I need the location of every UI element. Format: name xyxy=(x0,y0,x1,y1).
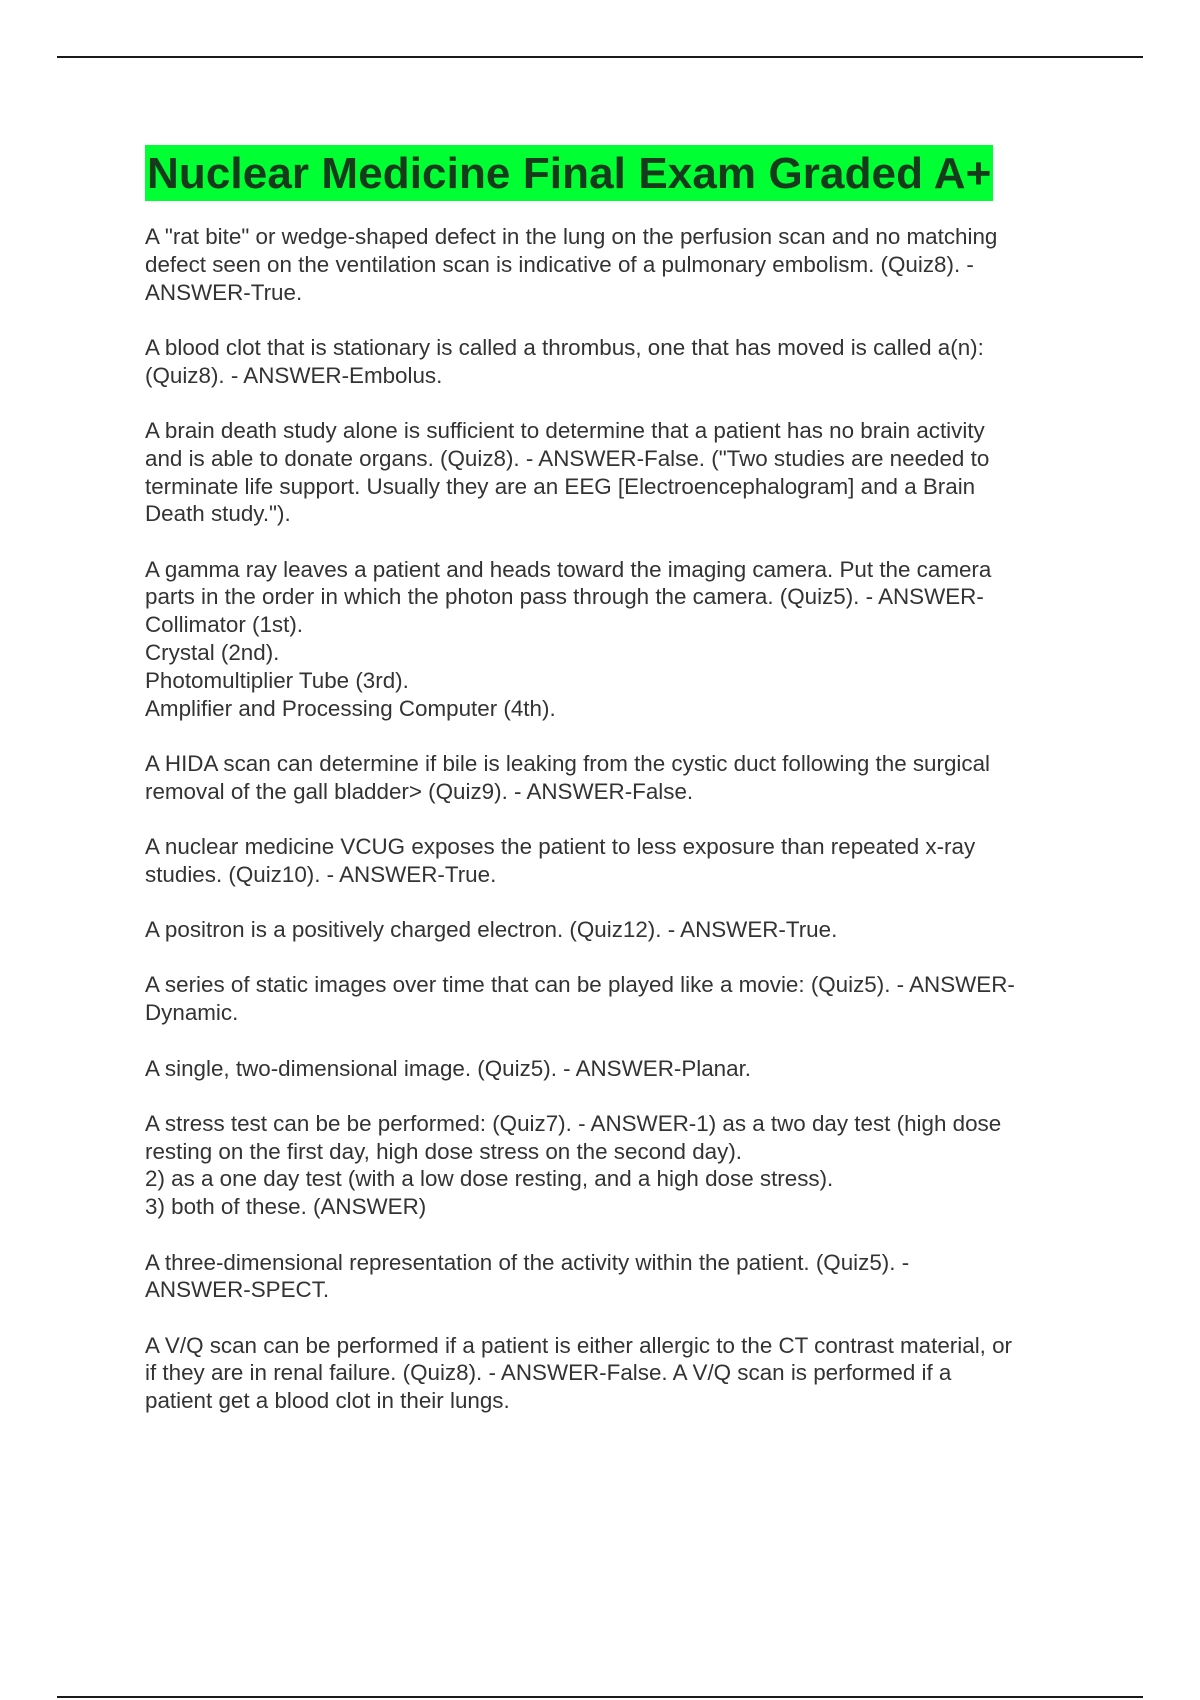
text-line: removal of the gall bladder> (Quiz9). - ANSWER-False. xyxy=(145,778,694,804)
text-line: if they are in renal failure. (Quiz8). - ANSWER-False. A V/Q scan is performed if a xyxy=(145,1360,952,1386)
question-answer-list xyxy=(145,223,1091,1415)
text-line: ANSWER-SPECT. xyxy=(145,1277,330,1303)
text-line: A stress test can be be performed: (Quiz7). - ANSWER-1) as a two day test (high dose xyxy=(145,1110,1002,1136)
text-line: terminate life support. Usually they are an EEG [Electroencephalogram] and a Brain xyxy=(145,473,976,499)
document-title: Nuclear Medicine Final Exam Graded A+ xyxy=(145,145,993,201)
text-line: ANSWER-True. xyxy=(145,279,303,305)
text-line: Amplifier and Processing Computer (4th). xyxy=(145,695,556,721)
text-line: A series of static images over time that can be played like a movie: (Quiz5). - ANSWER- xyxy=(145,972,1015,998)
text-line: A V/Q scan can be performed if a patient is either allergic to the CT contrast material, or xyxy=(145,1332,1013,1358)
text-line: Death study."). xyxy=(145,501,291,527)
question-answer-item xyxy=(145,1249,1091,1305)
text-line: parts in the order in which the photon pass through the camera. (Quiz5). - ANSWER- xyxy=(145,584,984,610)
question-answer-item xyxy=(145,556,1091,723)
document-body xyxy=(145,145,1091,1443)
header-rule xyxy=(57,56,1143,58)
text-line: 3) both of these. (ANSWER) xyxy=(145,1194,427,1220)
question-answer-item xyxy=(145,417,1091,528)
text-line: A brain death study alone is sufficient to determine that a patient has no brain activity xyxy=(145,417,985,443)
text-line: (Quiz8). - ANSWER-Embolus. xyxy=(145,362,443,388)
text-line: Photomultiplier Tube (3rd). xyxy=(145,667,409,693)
text-line: defect seen on the ventilation scan is indicative of a pulmonary embolism. (Quiz8). - xyxy=(145,251,974,277)
text-line: A blood clot that is stationary is called a thrombus, one that has moved is called a(n): xyxy=(145,334,984,360)
text-line: A positron is a positively charged electron. (Quiz12). - ANSWER-True. xyxy=(145,917,838,943)
question-answer-item xyxy=(145,971,1091,1027)
footer-rule xyxy=(57,1696,1143,1698)
question-answer-item xyxy=(145,334,1091,390)
text-line: Crystal (2nd). xyxy=(145,640,280,666)
question-answer-item xyxy=(145,1110,1091,1221)
text-line: A three-dimensional representation of the activity within the patient. (Quiz5). - xyxy=(145,1249,910,1275)
text-line: A HIDA scan can determine if bile is leaking from the cystic duct following the surgical xyxy=(145,750,991,776)
text-line: Dynamic. xyxy=(145,1000,239,1026)
question-answer-item xyxy=(145,833,1091,889)
text-line: patient get a blood clot in their lungs. xyxy=(145,1388,510,1414)
text-line: resting on the first day, high dose stress on the second day). xyxy=(145,1138,743,1164)
text-line: A nuclear medicine VCUG exposes the patient to less exposure than repeated x-ray xyxy=(145,834,976,860)
text-line: A single, two-dimensional image. (Quiz5). - ANSWER-Planar. xyxy=(145,1055,752,1081)
text-line: studies. (Quiz10). - ANSWER-True. xyxy=(145,861,497,887)
question-answer-item xyxy=(145,750,1091,806)
question-answer-item xyxy=(145,1332,1091,1415)
text-line: and is able to donate organs. (Quiz8). - ANSWER-False. ("Two studies are needed to xyxy=(145,445,990,471)
text-line: Collimator (1st). xyxy=(145,612,304,638)
question-answer-item xyxy=(145,916,1091,944)
text-line: A "rat bite" or wedge-shaped defect in the lung on the perfusion scan and no matching xyxy=(145,224,998,249)
question-answer-item xyxy=(145,1055,1091,1083)
text-line: 2) as a one day test (with a low dose resting, and a high dose stress). xyxy=(145,1166,834,1192)
question-answer-item xyxy=(145,223,1091,306)
text-line: A gamma ray leaves a patient and heads toward the imaging camera. Put the camera xyxy=(145,556,992,582)
